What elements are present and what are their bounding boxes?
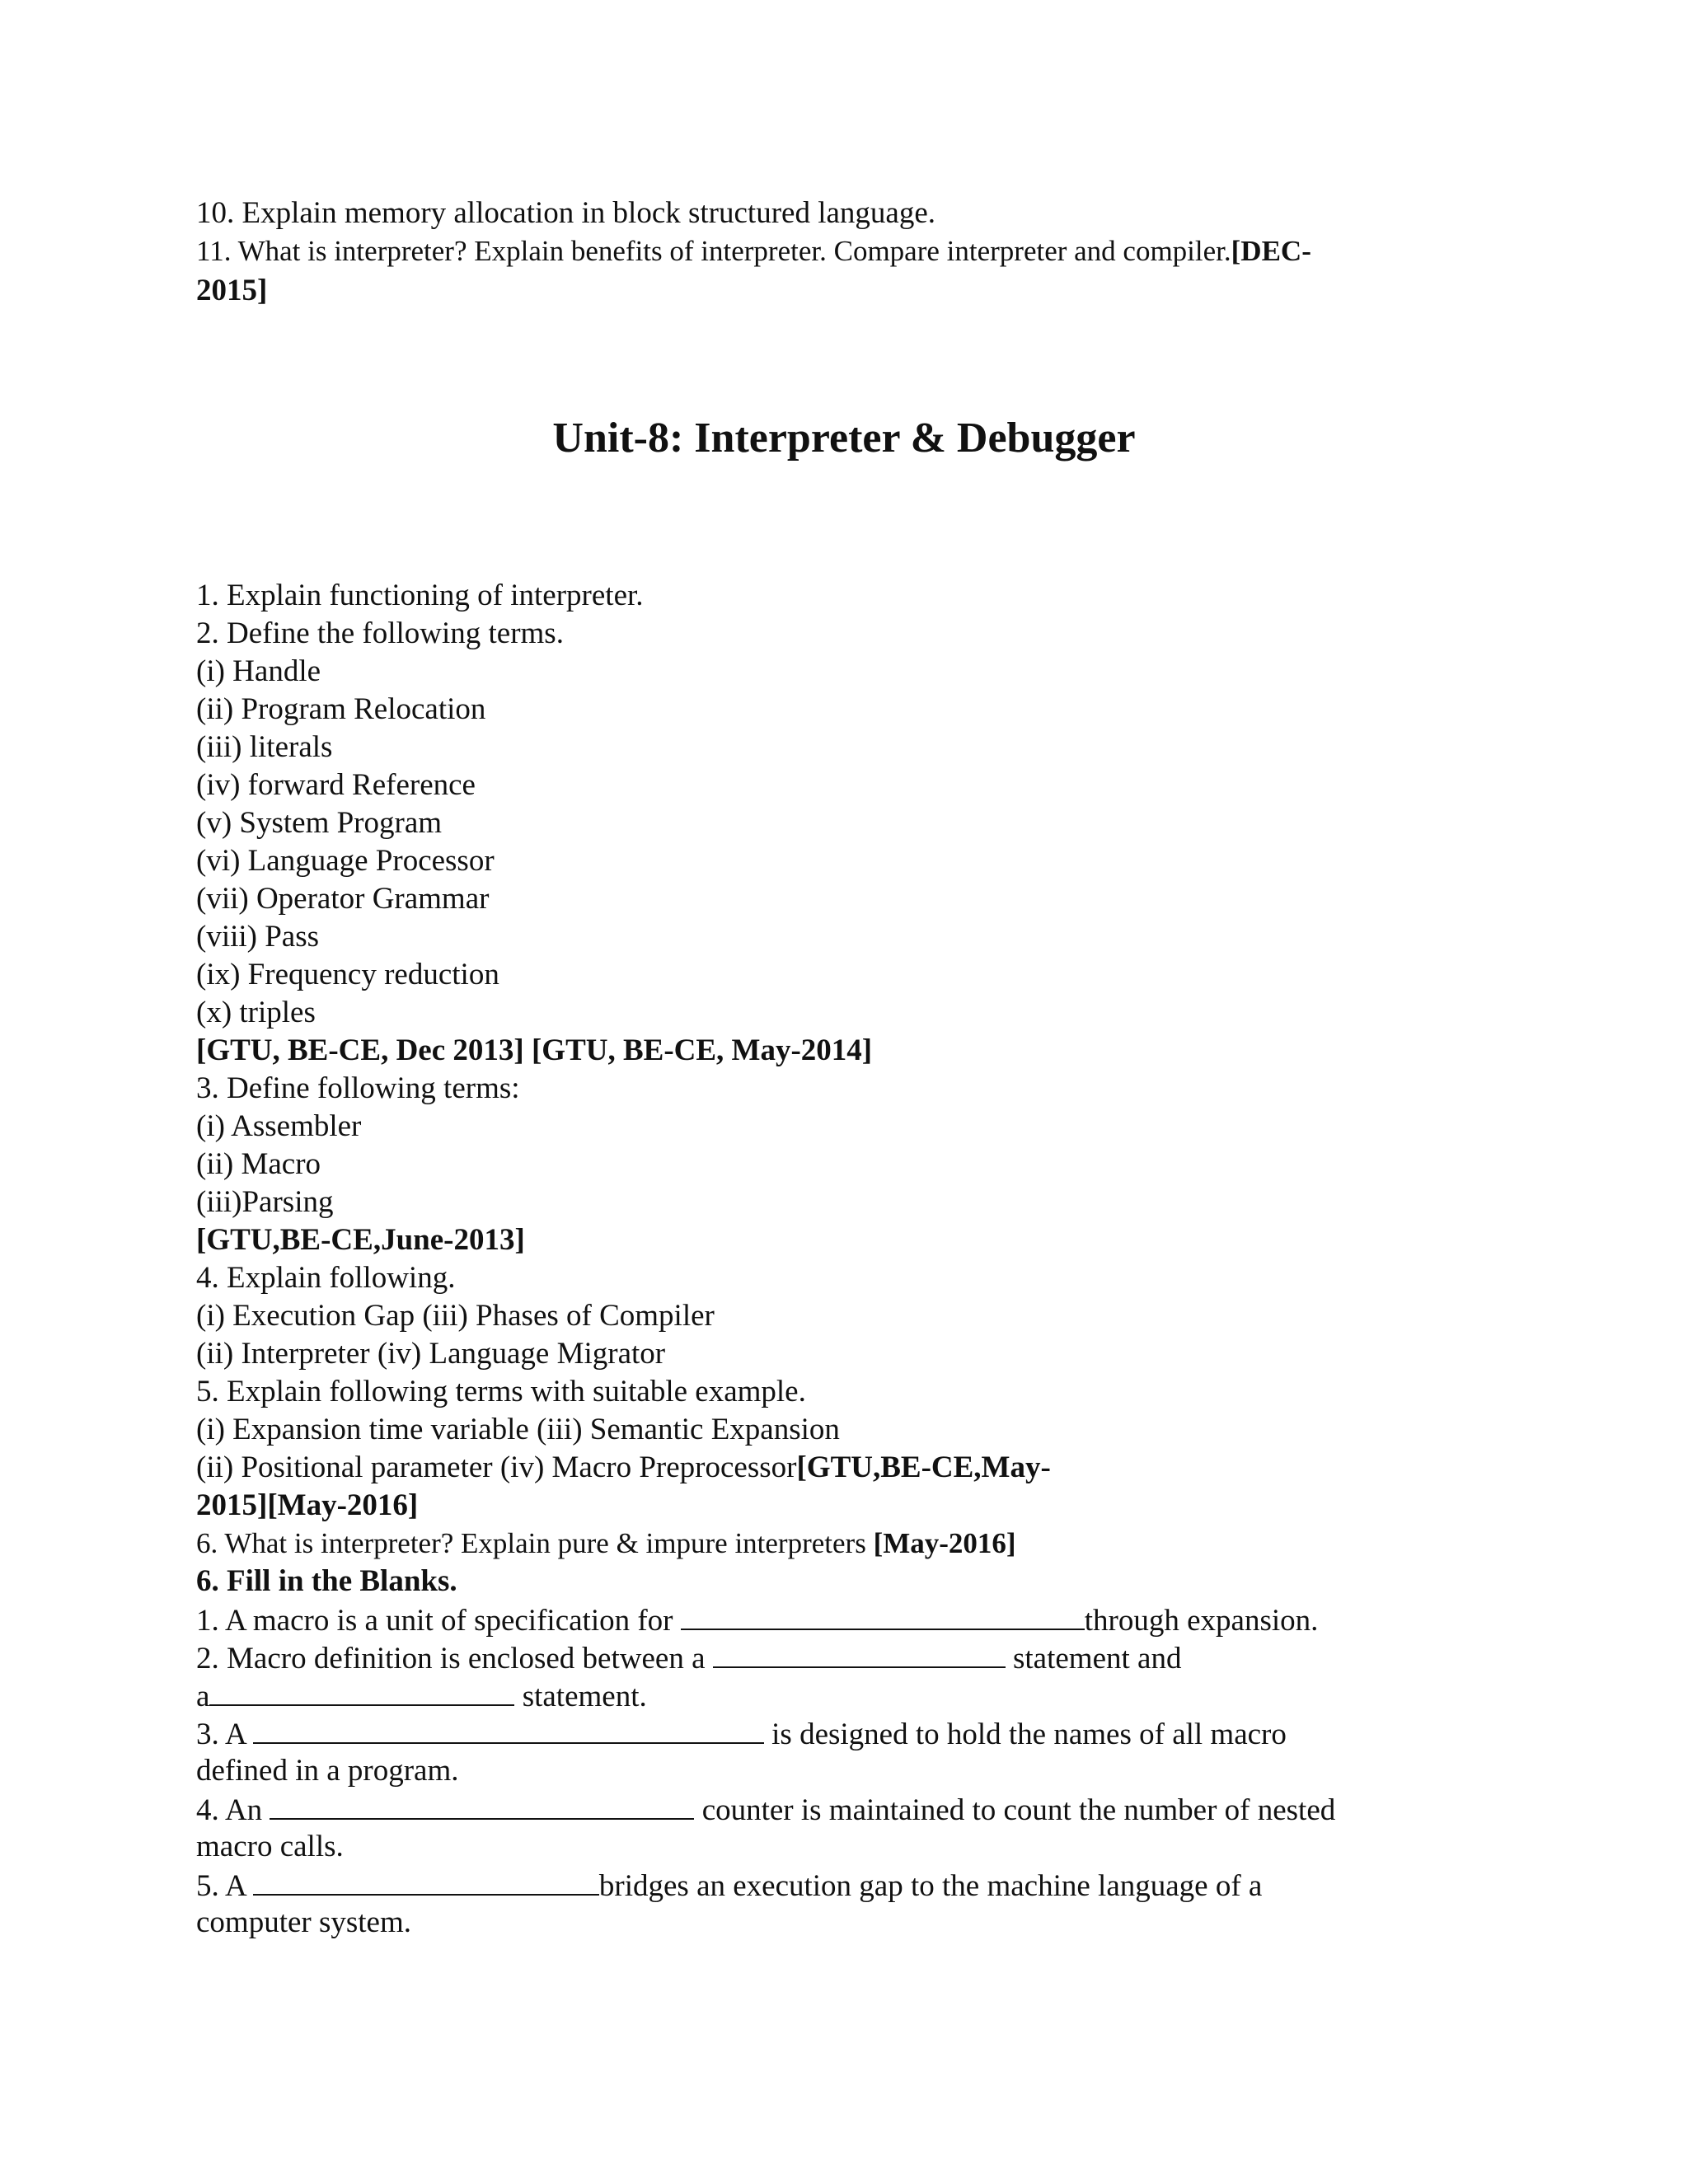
term-line (196, 1449, 1432, 1487)
answer-blank (253, 1866, 599, 1896)
fill-text: 3. A (196, 1718, 253, 1751)
term-item: (ix) Frequency reduction (196, 958, 499, 991)
term-item: (vi) Language Processor (196, 844, 495, 878)
fill-text: 4. An (196, 1793, 270, 1827)
term-item: (i) Assembler (196, 1109, 362, 1143)
fill-item-5 (196, 1866, 1432, 1905)
answer-blank (270, 1790, 694, 1820)
unit-q6-text: 6. What is interpreter? Explain pure & impure interpreters (196, 1527, 866, 1559)
fill-text: 5. A (196, 1869, 253, 1903)
unit-title: Unit-8: Interpreter & Debugger (552, 415, 1136, 462)
fill-item-4-cont: macro calls. (196, 1830, 344, 1863)
fill-item-1 (196, 1601, 1432, 1640)
question-11 (196, 232, 1432, 270)
term-item: (x) triples (196, 996, 316, 1029)
fill-text: through expansion. (1084, 1604, 1319, 1638)
answer-blank (209, 1676, 514, 1706)
fill-item-5-cont: computer system. (196, 1905, 412, 1939)
term-line: (i) Execution Gap (iii) Phases of Compiler (196, 1299, 715, 1333)
exam-tag: [May-2016] (873, 1527, 1016, 1559)
fill-item-3 (196, 1714, 1432, 1754)
term-item: (iv) forward Reference (196, 768, 476, 802)
exam-tag-cont: 2015][May-2016] (196, 1488, 419, 1522)
term-item: (v) System Program (196, 806, 443, 840)
unit-q3: 3. Define following terms: (196, 1071, 520, 1105)
term-item: (ii) Macro (196, 1147, 321, 1181)
fill-text: a (196, 1680, 210, 1713)
term-line: (ii) Interpreter (iv) Language Migrator (196, 1337, 666, 1371)
term-item: (viii) Pass (196, 920, 320, 954)
term-line: (i) Expansion time variable (iii) Semantic Expansion (196, 1413, 840, 1446)
term-item: (vii) Operator Grammar (196, 882, 490, 916)
question-11-tag-cont (196, 272, 1432, 310)
unit-q2: 2. Define the following terms. (196, 616, 564, 650)
fill-text: statement. (514, 1680, 647, 1713)
question-11-tag: [DEC- (1231, 235, 1311, 267)
fill-text: statement and (1005, 1642, 1182, 1675)
fill-item-4 (196, 1790, 1432, 1830)
fill-item-2-cont (196, 1676, 1432, 1716)
fill-item-3-cont: defined in a program. (196, 1754, 459, 1788)
answer-blank (713, 1638, 1006, 1668)
term-item: (iii)Parsing (196, 1185, 334, 1219)
unit-q5: 5. Explain following terms with suitable example. (196, 1375, 806, 1408)
term-item: (i) Handle (196, 654, 321, 688)
exam-tag: [GTU,BE-CE,May- (796, 1451, 1051, 1484)
unit-q4: 4. Explain following. (196, 1261, 456, 1295)
term-item: (iii) literals (196, 730, 333, 764)
fill-text: counter is maintained to count the number of nested (694, 1793, 1336, 1827)
term-line-text: (ii) Positional parameter (iv) Macro Preprocessor (196, 1451, 797, 1484)
fill-item-2 (196, 1638, 1432, 1678)
fill-text: bridges an execution gap to the machine language of a (598, 1869, 1263, 1903)
question-10 (196, 194, 1432, 232)
answer-blank (681, 1601, 1085, 1630)
term-item: (ii) Program Relocation (196, 692, 486, 726)
unit-q1: 1. Explain functioning of interpreter. (196, 579, 644, 612)
question-11-text: 11. What is interpreter? Explain benefits of interpreter. Compare interpreter and compiler. (196, 235, 1231, 267)
question-10-text: 10. Explain memory allocation in block structured language. (196, 196, 935, 230)
answer-blank (253, 1714, 764, 1744)
fill-text: 2. Macro definition is enclosed between a (196, 1642, 713, 1675)
fill-text: is designed to hold the names of all macro (763, 1718, 1287, 1751)
fill-blanks-heading: 6. Fill in the Blanks. (196, 1564, 457, 1598)
question-11-tag-2: 2015] (196, 274, 268, 307)
exam-tag: [GTU, BE-CE, Dec 2013] [GTU, BE-CE, May-2014] (196, 1033, 873, 1067)
unit-q6 (196, 1525, 1432, 1563)
exam-tag: [GTU,BE-CE,June-2013] (196, 1223, 525, 1257)
fill-text: 1. A macro is a unit of specification for (196, 1604, 681, 1638)
